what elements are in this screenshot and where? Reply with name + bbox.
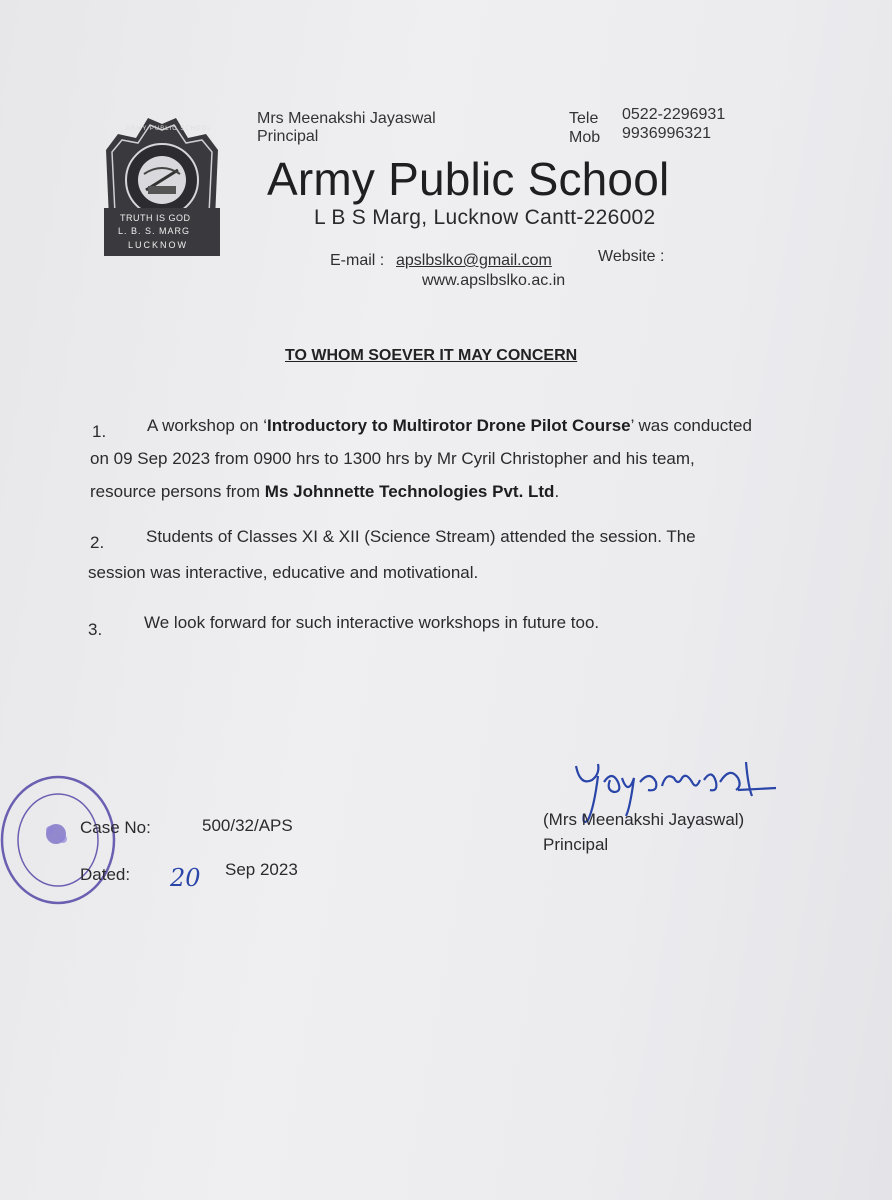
paragraph-3-number: 3. (88, 620, 103, 639)
case-number-value: 500/32/APS (202, 816, 293, 835)
principal-name-header: Mrs Meenakshi Jayaswal (257, 110, 436, 127)
website-label: Website : (598, 248, 665, 265)
mob-label: Mob (569, 129, 601, 146)
mob-value: 9936996321 (622, 125, 711, 142)
school-address: L B S Marg, Lucknow Cantt-226002 (314, 206, 656, 229)
signatory-title: Principal (543, 835, 609, 854)
email-label: E-mail : (330, 252, 385, 269)
paragraph-2-number: 2. (90, 533, 105, 552)
crest-line-lucknow: LUCKNOW (128, 240, 189, 250)
p1-suffix: ’ was conducted (630, 416, 752, 435)
paragraph-2-line-2: session was interactive, educative and motivational. (88, 563, 479, 582)
tele-label: Tele (569, 110, 599, 127)
paragraph-3-line-1: We look forward for such interactive workshops in future too. (144, 613, 600, 632)
p1-course-name: Introductory to Multirotor Drone Pilot Course (267, 416, 631, 435)
crest-motto: TRUTH IS GOD (120, 213, 191, 223)
p1-prefix: A workshop on ‘ (147, 416, 268, 435)
dated-label: Dated: (80, 865, 131, 884)
dated-value: Sep 2023 (225, 860, 298, 879)
paragraph-1-line-2: on 09 Sep 2023 from 0900 hrs to 1300 hrs by Mr Cyril Christopher and his team, (90, 449, 695, 468)
p1-l3-suffix: . (554, 482, 560, 501)
website-link[interactable]: www.apslbslko.ac.in (422, 272, 566, 289)
crest-line-marg: L. B. S. MARG (118, 226, 191, 236)
tele-value: 0522-2296931 (622, 106, 726, 123)
school-round-stamp (0, 772, 120, 908)
handwritten-day: 20 (170, 864, 201, 892)
p1-company-name: Ms Johnnette Technologies Pvt. Ltd (264, 482, 555, 501)
signatory-name: (Mrs Meenakshi Jayaswal) (543, 810, 745, 829)
crest-arc-text: ARMY PUBLIC SCHOOL (126, 126, 212, 132)
paragraph-1-line-3 (90, 482, 559, 502)
paragraph-1-number: 1. (92, 422, 107, 441)
letter-subject: TO WHOM SOEVER IT MAY CONCERN (285, 347, 578, 364)
principal-title-header: Principal (257, 128, 319, 145)
email-link[interactable]: apslbslko@gmail.com (396, 252, 552, 269)
school-name-title: Army Public School (267, 153, 670, 205)
paragraph-1-line-1 (147, 416, 752, 436)
p1-l3-prefix: resource persons from (90, 482, 265, 501)
case-number-label: Case No: (80, 818, 151, 837)
school-crest-logo (96, 112, 228, 260)
paragraph-2-line-1: Students of Classes XI & XII (Science Stream) attended the session. The (146, 527, 696, 546)
